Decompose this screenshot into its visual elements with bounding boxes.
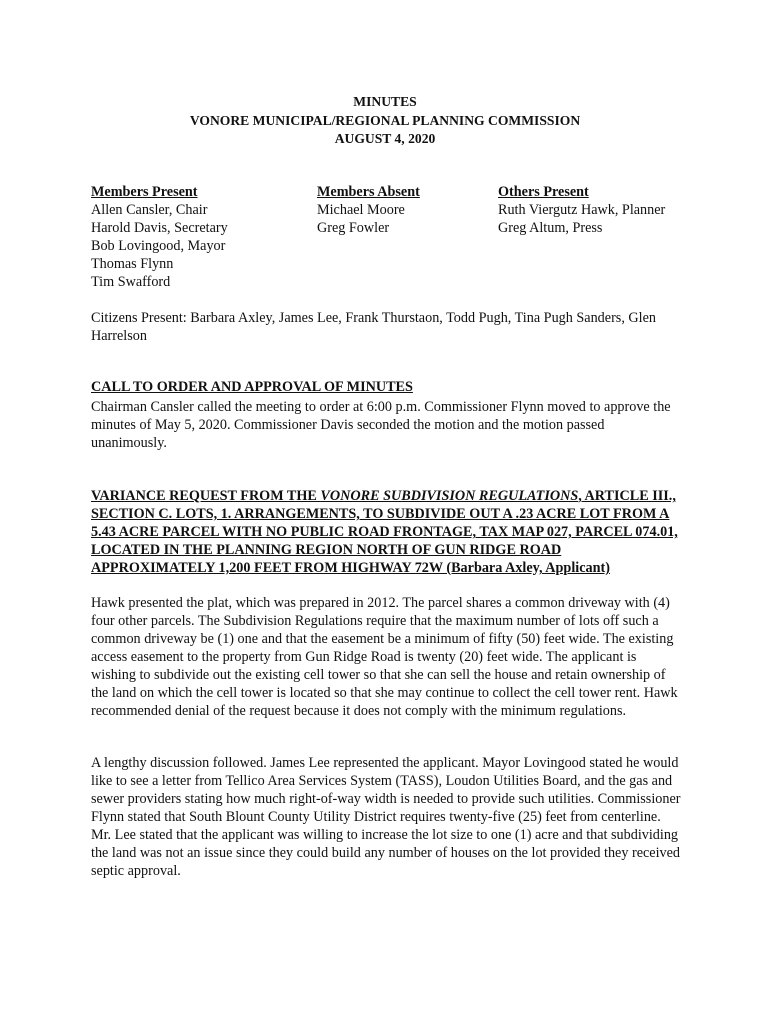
member-present-name: Thomas Flynn [91, 256, 174, 272]
member-absent-name: Greg Fowler [317, 220, 390, 236]
variance-title-part2: , ARTICLE III., SECTION C. LOTS, 1. ARRANGEMENTS, TO SUBDIVIDE OUT A .23 ACRE LOT FROM A 5.43 ACRE PARCEL WITH NO PUBLIC ROAD FRONTAGE, TAX MAP 027, PARCEL 074.01, LOCATED IN THE PLANNING REGION NORTH OF GUN RIDGE ROAD APPROXIMATELY 1,200 FEET FROM HIGHWAY 72W (Barbara Axley, Applicant) [91, 488, 678, 576]
others-present-column [498, 183, 718, 237]
other-present-name: Ruth Viergutz Hawk, Planner [498, 202, 666, 218]
member-present-name: Harold Davis, Secretary [91, 220, 228, 236]
variance-request-heading [91, 487, 681, 577]
header-commission: VONORE MUNICIPAL/REGIONAL PLANNING COMMISSION [189, 112, 581, 128]
call-to-order-heading: CALL TO ORDER AND APPROVAL OF MINUTES [91, 379, 413, 395]
variance-title-part1: VARIANCE REQUEST FROM THE [91, 488, 321, 504]
other-present-name: Greg Altum, Press [498, 220, 603, 236]
variance-title-italic: VONORE SUBDIVISION REGULATIONS [320, 488, 579, 504]
member-present-name: Bob Lovingood, Mayor [91, 238, 226, 254]
members-present-heading: Members Present [91, 184, 198, 200]
member-present-name: Tim Swafford [91, 274, 171, 290]
others-present-heading: Others Present [498, 184, 589, 200]
members-absent-heading: Members Absent [317, 184, 420, 200]
header-date: AUGUST 4, 2020 [334, 131, 436, 146]
member-present-name: Allen Cansler, Chair [91, 202, 208, 218]
variance-body-paragraph-1: Hawk presented the plat, which was prepared in 2012. The parcel shares a common driveway with (4) four other parcels. The Subdivision Regulations require that the maximum number of lots off such a common driveway be (1) one and that the easement be a minimum of fifty (50) feet wide. The existing access easement to the property from Gun Ridge Road is twenty (20) feet wide. The applicant is wishing to subdivide out the existing cell tower so that she can sell the house and retain ownership of the land on which the cell tower is located so that she may continue to collect the cell tower rent. Hawk recommended denial of the request because it does not comply with the minimum regulations. [91, 595, 678, 719]
header-minutes: MINUTES [353, 94, 417, 109]
document-header [0, 93, 770, 149]
call-to-order-body: Chairman Cansler called the meeting to order at 6:00 p.m. Commissioner Flynn moved to approve the minutes of May 5, 2020. Commissioner Davis seconded the motion and the motion passed unanimously. [91, 399, 671, 451]
members-present-column [91, 183, 301, 291]
variance-body-paragraph-2: A lengthy discussion followed. James Lee represented the applicant. Mayor Lovingood stated he would like to see a letter from Tellico Area Services System (TASS), Loudon Utilities Board, and the gas and sewer providers stating how much right-of-way width is needed to provide such utilities. Commissioner Flynn stated that South Blount County Utility District requires twenty-five (25) feet from centerline. Mr. Lee stated that the applicant was willing to increase the lot size to one (1) acre and that subdividing the land was not an issue since they could build any number of houses on the lot provided they received septic approval. [91, 755, 681, 879]
citizens-present: Citizens Present: Barbara Axley, James Lee, Frank Thurstaon, Todd Pugh, Tina Pugh Sanders, Glen Harrelson [91, 310, 656, 344]
member-absent-name: Michael Moore [317, 202, 405, 218]
members-absent-column [317, 183, 487, 237]
